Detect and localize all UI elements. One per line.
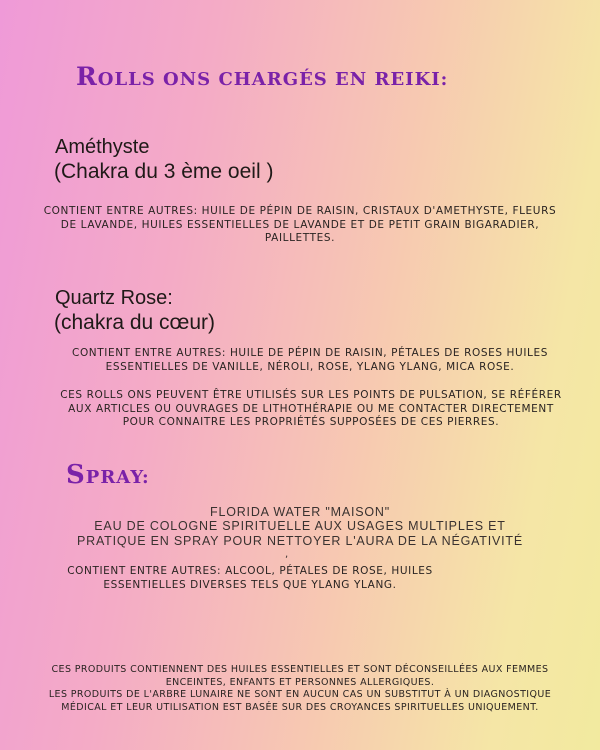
amethyste-contents: CONTIENT ENTRE AUTRES: HUILE DE PÉPIN DE RAISIN, CRISTAUX D'AMETHYSTE, FLEURS DE LAVANDE, HUILES ESSENTIELLES DE LAVANDE ET DE PETIT GRAIN BIGARADIER, PAILLETTES. bbox=[43, 205, 557, 244]
spray-product-name: FLORIDA WATER "MAISON" bbox=[210, 505, 390, 519]
spray-heading-rest: PRAY: bbox=[85, 467, 150, 488]
quartz-rose-contents: CONTIENT ENTRE AUTRES: HUILE DE PÉPIN DE RAISIN, PÉTALES DE ROSES HUILES ESSENTIELLES DE VANILLE, NÉROLI, ROSE, YLANG YLANG, MICA ROSE. bbox=[72, 347, 548, 373]
footer-warning: CES PRODUITS CONTIENNENT DES HUILES ESSENTIELLES ET SONT DÉCONSEILLÉES AUX FEMMES ENCEINTES, ENFANTS ET PERSONNES ALLERGIQUES. bbox=[51, 664, 549, 688]
spray-heading-initial: S bbox=[66, 460, 86, 490]
rolls-heading-initial: R bbox=[76, 62, 98, 91]
footer-disclaimer: LES PRODUITS DE L'ARBRE LUNAIRE NE SONT EN AUCUN CAS UN SUBSTITUT À UN DIAGNOSTIQUE MÉDICAL ET LEUR UTILISATION EST BASÉE SUR DES CROYANCES SPIRITUELLES UNIQUEMENT. bbox=[48, 689, 552, 713]
rolls-section-heading bbox=[76, 62, 536, 91]
spray-contents: CONTIENT ENTRE AUTRES: ALCOOL, PÉTALES DE ROSE, HUILES ESSENTIELLES DIVERSES TELS QUE YLANG YLANG. bbox=[67, 565, 433, 591]
quartz-rose-usage-note: CES ROLLS ONS PEUVENT ÊTRE UTILISÉS SUR LES POINTS DE PULSATION, SE RÉFÉRER AUX ARTICLES OU OUVRAGES DE LITHOTHÉRAPIE OU ME CONTACTER DIRECTEMENT POUR CONNAITRE LES PROPRIÉTÉS SUPPOSÉES DE CES PIERRES. bbox=[60, 389, 562, 428]
rolls-heading-rest: OLLS ONS CHARGÉS EN REIKI: bbox=[97, 69, 449, 90]
spray-section-heading bbox=[66, 460, 150, 490]
amethyste-chakra: (Chakra du 3 ème oeil ) bbox=[54, 160, 274, 183]
spray-stray-mark: , bbox=[285, 549, 289, 560]
quartz-rose-name: Quartz Rose: bbox=[55, 287, 173, 309]
quartz-rose-chakra: (chakra du cœur) bbox=[54, 311, 216, 334]
amethyste-name: Améthyste bbox=[55, 136, 150, 158]
spray-description: EAU DE COLOGNE SPIRITUELLE AUX USAGES MULTIPLES ET PRATIQUE EN SPRAY POUR NETTOYER L'AURA DE LA NÉGATIVITÉ bbox=[76, 519, 524, 548]
